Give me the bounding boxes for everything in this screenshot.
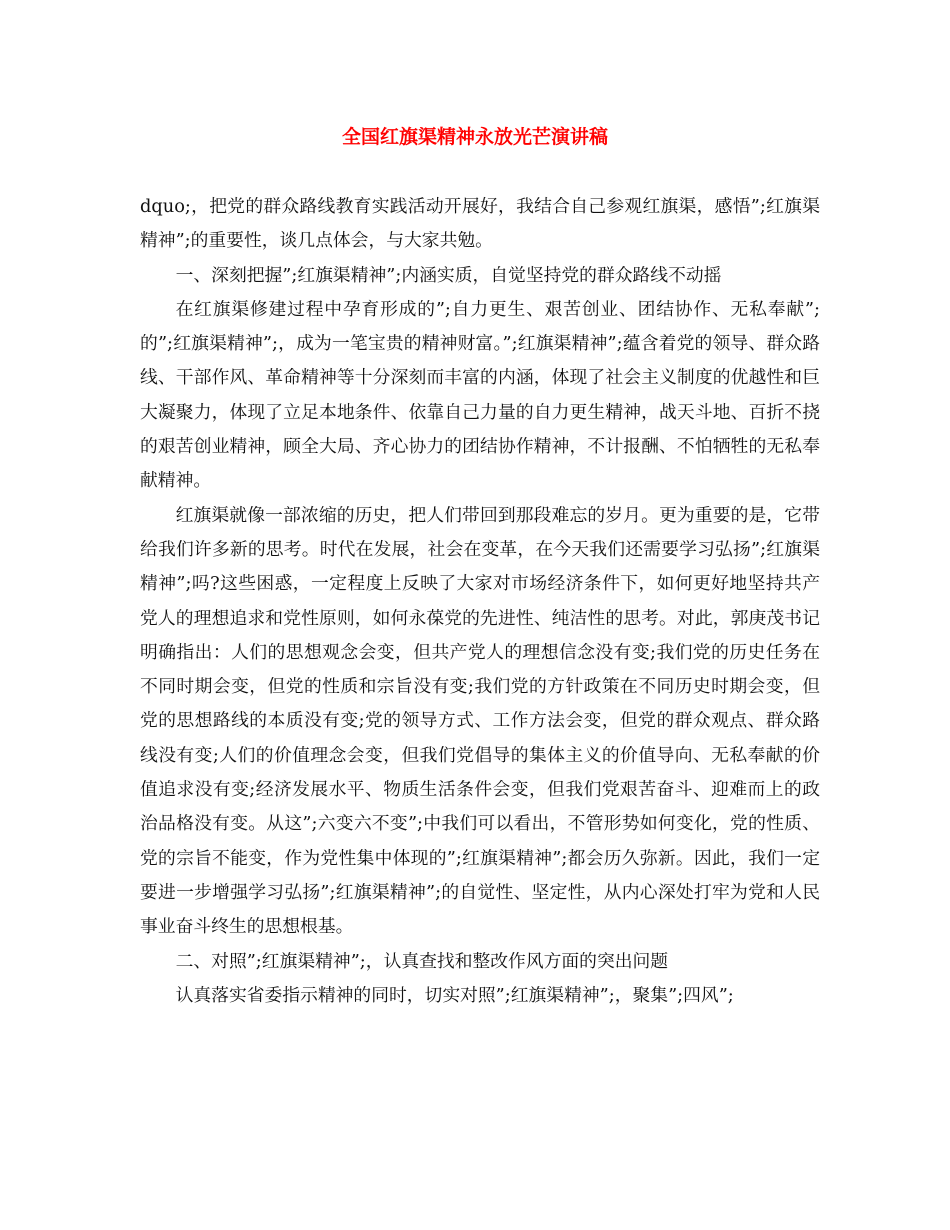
document-title: 全国红旗渠精神永放光芒演讲稿 (341, 126, 608, 148)
section-heading-2: 二、对照”;红旗渠精神”;，认真查找和整改作风方面的突出问题 (175, 950, 669, 972)
paragraph-implementation: 认真落实省委指示精神的同时，切实对照”;红旗渠精神”;，聚集”;四风”; (175, 984, 734, 1006)
paragraph-spirit-meaning: 在红旗渠修建过程中孕育形成的”;自力更生、艰苦创业、团结协作、无私奉献”;的”;红旗渠精神”;，成为一笔宝贵的精神财富。”;红旗渠精神”;蕴含着党的领导、群众路线、干部作风、革命精神等十分深刻而丰富的内涵，体现了社会主义制度的优越性和巨大凝聚力，体现了立足本地条件、依靠自己力量的自力更生精神，战天斗地、百折不挠的艰苦创业精神，顾全大局、齐心协力的团结协作精神，不计报酬、不怕牺牲的无私奉献精神。 (140, 298, 820, 492)
paragraph-history-reflection: 红旗渠就像一部浓缩的历史，把人们带回到那段难忘的岁月。更为重要的是，它带给我们许多新的思考。时代在发展，社会在变革，在今天我们还需要学习弘扬”;红旗渠精神”;吗?这些困惑，一定程度上反映了大家对市场经济条件下，如何更好地坚持共产党人的理想追求和党性原则，如何永葆党的先进性、纯洁性的思考。对此，郭庚茂书记明确指出：人们的思想观念会变，但共产党人的理想信念没有变;我们党的历史任务在不同时期会变，但党的性质和宗旨没有变;我们党的方针政策在不同历史时期会变，但党的思想路线的本质没有变;党的领导方式、工作方法会变，但党的群众观点、群众路线没有变;人们的价值理念会变，但我们党倡导的集体主义的价值导向、无私奉献的价值追求没有变;经济发展水平、物质生活条件会变，但我们党艰苦奋斗、迎难而上的政治品格没有变。从这”;六变六不变”;中我们可以看出，不管形势如何变化，党的性质、党的宗旨不能变，作为党性集中体现的”;红旗渠精神”;都会历久弥新。因此，我们一定要进一步增强学习弘扬”;红旗渠精神”;的自觉性、坚定性，从内心深处打牢为党和人民事业奋斗终生的思想根基。 (140, 504, 820, 938)
document-body (140, 190, 820, 1013)
section-heading-1: 一、深刻把握”;红旗渠精神”;内涵实质，自觉坚持党的群众路线不动摇 (175, 264, 722, 286)
paragraph-intro: dquo;，把党的群众路线教育实践活动开展好，我结合自己参观红旗渠，感悟”;红旗渠精神”;的重要性，谈几点体会，与大家共勉。 (140, 196, 820, 252)
